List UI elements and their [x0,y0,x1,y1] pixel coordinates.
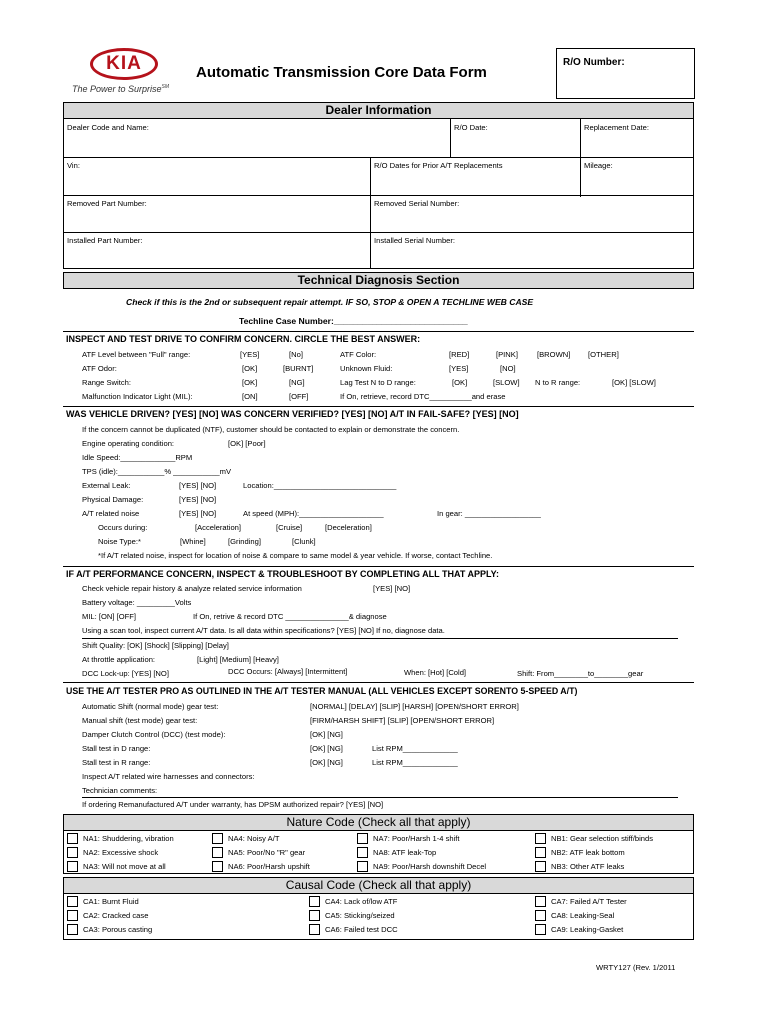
performance-heading: IF A/T PERFORMANCE CONCERN, INSPECT & TROUBLESHOOT BY COMPLETING ALL THAT APPLY: [66,569,500,579]
ca5-checkbox[interactable] [309,910,320,921]
ro-date-field[interactable]: R/O Date: [454,123,488,132]
atf-level-label: ATF Level between "Full" range: [82,350,191,359]
atf-odor-ok[interactable]: [OK] [242,364,258,373]
noise-note: *If A/T related noise, inspect for location of noise & compare to same model & year vehicle. If worse, contact Techline. [98,551,493,560]
dealer-code-field[interactable]: Dealer Code and Name: [67,123,149,132]
nb2-checkbox[interactable] [535,847,546,858]
unknown-fluid-yes[interactable]: [YES] [449,364,469,373]
atf-level-no[interactable]: [No] [289,350,303,359]
mil-performance[interactable]: MIL: [ON] [OFF] [82,612,137,621]
ca1-label: CA1: Burnt Fluid [83,897,139,906]
form-id: WRTY127 (Rev. 1/2011 [596,963,676,972]
mil-on[interactable]: [ON] [242,392,258,401]
nb3-label: NB3: Other ATF leaks [551,862,625,871]
ca3-label: CA3: Porous casting [83,925,153,934]
replacement-date-field[interactable]: Replacement Date: [584,123,650,132]
mil-dtc[interactable]: If On, retrive & record DTC _______________& diagnose [193,612,387,621]
ext-leak-options[interactable]: [YES] [NO] [179,481,217,490]
dcc-when[interactable]: When: [Hot] [Cold] [404,668,467,677]
scan-tool-check[interactable]: Using a scan tool, inspect current A/T data. Is all data within specifications? [YES] [NO] If no, diagnose data. [82,626,445,635]
occurs-acceleration[interactable]: [Acceleration] [195,523,242,532]
unknown-fluid-label: Unknown Fluid: [340,364,393,373]
tps-idle[interactable]: TPS (idle):___________% ___________mV [82,467,232,476]
removed-part-field[interactable]: Removed Part Number: [67,199,147,208]
tech-diagnosis-heading: Technical Diagnosis Section [63,272,694,289]
dcc-shift[interactable]: Shift: From________to________gear [517,669,644,678]
kia-logo [90,48,158,80]
causal-code-grid [63,894,694,940]
ca7-checkbox[interactable] [535,896,546,907]
lag-test-label: Lag Test N to D range: [340,378,416,387]
ca9-label: CA9: Leaking-Gasket [551,925,624,934]
nature-code-heading: Nature Code (Check all that apply) [63,814,694,831]
na5-checkbox[interactable] [212,847,223,858]
removed-serial-field[interactable]: Removed Serial Number: [374,199,460,208]
ca2-label: CA2: Cracked case [83,911,149,920]
tech-comments-line[interactable] [82,797,678,798]
check-history-options[interactable]: [YES] [NO] [373,584,411,593]
reman-authorization[interactable]: If ordering Remanufactured A/T under warranty, has DPSM authorized repair? [YES] [NO] [82,800,384,809]
na8-checkbox[interactable] [357,847,368,858]
tester-heading: USE THE A/T TESTER PRO AS OUTLINED IN THE A/T TESTER MANUAL (ALL VEHICLES EXCEPT SORENTO 5-SPEED A/T) [66,686,578,696]
noise-type-label: Noise Type:* [98,537,141,546]
causal-code-heading: Causal Code (Check all that apply) [63,877,694,894]
na8-label: NA8: ATF leak-Top [373,848,437,857]
ca9-checkbox[interactable] [535,924,546,935]
logo-text: KIA [106,53,142,74]
nb1-label: NB1: Gear selection stiff/binds [551,834,654,843]
noise-clunk[interactable]: [Clunk] [292,537,316,546]
ca7-label: CA7: Failed A/T Tester [551,897,627,906]
lag-test-ok[interactable]: [OK] [452,378,468,387]
manual-shift-label: Manual shift (test mode) gear test: [82,716,198,725]
engine-cond-options[interactable]: [OK] [Poor] [228,439,266,448]
atf-color-other[interactable]: [OTHER] [588,350,619,359]
occurs-deceleration[interactable]: [Deceleration] [325,523,372,532]
leak-location[interactable]: Location:_____________________________ [243,481,397,490]
shift-quality[interactable]: Shift Quality: [OK] [Shock] [Slipping] [Delay] [82,641,229,650]
occurs-during-label: Occurs during: [98,523,148,532]
ca4-checkbox[interactable] [309,896,320,907]
na1-checkbox[interactable] [67,833,78,844]
inspect-wire: Inspect A/T related wire harnesses and connectors: [82,772,255,781]
na7-checkbox[interactable] [357,833,368,844]
ca5-label: CA5: Sticking/seized [325,911,395,920]
damper-label: Damper Clutch Control (DCC) (test mode): [82,730,226,739]
check-history-label: Check vehicle repair history & analyze related service information [82,584,302,593]
range-switch-label: Range Switch: [82,378,131,387]
atf-odor-burnt[interactable]: [BURNT] [283,364,314,373]
was-driven-heading: WAS VEHICLE DRIVEN? [YES] [NO] WAS CONCERN VERIFIED? [YES] [NO] A/T IN FAIL-SAFE? [YES] [NO] [66,409,519,419]
techline-case-number[interactable]: Techline Case Number:____________________________ [239,316,468,326]
engine-cond-label: Engine operating condition: [82,439,175,448]
phys-damage-label: Physical Damage: [82,495,144,504]
ca2-checkbox[interactable] [67,910,78,921]
battery-voltage[interactable]: Battery voltage: _________Volts [82,598,192,607]
tech-comments-label: Technician comments: [82,786,158,795]
at-throttle-label: At throttle application: [82,655,156,664]
dealer-info-heading: Dealer Information [63,102,694,119]
na4-checkbox[interactable] [212,833,223,844]
ro-number-label: R/O Number: [563,57,625,68]
vin-field[interactable]: Vin: [67,161,80,170]
nature-code-grid [63,831,694,874]
atf-odor-label: ATF Odor: [82,364,117,373]
na6-label: NA6: Poor/Harsh upshift [228,862,310,871]
lag-test-slow[interactable]: [SLOW] [493,378,520,387]
na2-checkbox[interactable] [67,847,78,858]
range-switch-ok[interactable]: [OK] [242,378,258,387]
ca6-checkbox[interactable] [309,924,320,935]
inspect-heading: INSPECT AND TEST DRIVE TO CONFIRM CONCERN. CIRCLE THE BEST ANSWER: [66,334,421,344]
manual-shift-options[interactable]: [FIRM/HARSH SHIFT] [SLIP] [OPEN/SHORT ERROR] [310,716,495,725]
installed-part-field[interactable]: Installed Part Number: [67,236,143,245]
na9-label: NA9: Poor/Harsh downshift Decel [373,862,487,871]
prior-ro-field[interactable]: R/O Dates for Prior A/T Replacements [374,161,503,170]
atf-color-brown[interactable]: [BROWN] [537,350,571,359]
ca6-label: CA6: Failed test DCC [325,925,398,934]
stall-d-options[interactable]: [OK] [NG] [310,744,343,753]
auto-shift-options[interactable]: [NORMAL] [DELAY] [SLIP] [HARSH] [OPEN/SHORT ERROR] [310,702,519,711]
noise-speed[interactable]: At speed (MPH):____________________ [243,509,384,518]
na3-label: NA3: Will not move at all [83,862,166,871]
nb1-checkbox[interactable] [535,833,546,844]
range-switch-ng[interactable]: [NG] [289,378,305,387]
ca8-label: CA8: Leaking-Seal [551,911,615,920]
atf-level-yes[interactable]: [YES] [240,350,260,359]
mil-off[interactable]: [OFF] [289,392,309,401]
stall-d-label: Stall test in D range: [82,744,151,753]
form-title: Automatic Transmission Core Data Form [196,64,487,81]
installed-serial-field[interactable]: Installed Serial Number: [374,236,456,245]
repeat-repair-notice: Check if this is the 2nd or subsequent repair attempt. IF SO, STOP & OPEN A TECHLINE WEB CASE [126,297,534,307]
dcc-lockup[interactable]: DCC Lock-up: [YES] [NO] [82,669,169,678]
na2-label: NA2: Excessive shock [83,848,159,857]
nb3-checkbox[interactable] [535,861,546,872]
dtc-record[interactable]: If On, retrieve, record DTC__________and erase [340,392,506,401]
auto-shift-label: Automatic Shift (normal mode) gear test: [82,702,219,711]
ca4-label: CA4: Lack of/low ATF [325,897,398,906]
ca8-checkbox[interactable] [535,910,546,921]
nb2-label: NB2: ATF leak bottom [551,848,625,857]
na9-checkbox[interactable] [357,861,368,872]
at-noise-label: A/T related noise [82,509,140,518]
unknown-fluid-no[interactable]: [NO] [500,364,516,373]
at-noise-options[interactable]: [YES] [NO] [179,509,217,518]
atf-color-red[interactable]: [RED] [449,350,470,359]
idle-speed[interactable]: Idle Speed:_____________RPM [82,453,193,462]
ca3-checkbox[interactable] [67,924,78,935]
dcc-occurs[interactable]: DCC Occurs: [Always] [Intermittent] [228,667,348,676]
mileage-field[interactable]: Mileage: [584,161,613,170]
n-to-r-label: N to R range: [535,378,581,387]
na3-checkbox[interactable] [67,861,78,872]
stall-r-rpm[interactable]: List RPM_____________ [372,758,458,767]
ext-leak-label: External Leak: [82,481,131,490]
mil-label: Malfunction Indicator Light (MIL): [82,392,193,401]
noise-whine[interactable]: [Whine] [180,537,206,546]
stall-d-rpm[interactable]: List RPM_____________ [372,744,458,753]
noise-grinding[interactable]: [Grinding] [228,537,261,546]
stall-r-options[interactable]: [OK] [NG] [310,758,343,767]
atf-color-label: ATF Color: [340,350,377,359]
ca1-checkbox[interactable] [67,896,78,907]
phys-damage-options[interactable]: [YES] [NO] [179,495,217,504]
ntf-note: If the concern cannot be duplicated (NTF), customer should be contacted to explain or demonstrate the concern. [82,425,460,434]
na6-checkbox[interactable] [212,861,223,872]
damper-options[interactable]: [OK] [NG] [310,730,343,739]
na7-label: NA7: Poor/Harsh 1-4 shift [373,834,460,843]
ro-number-box[interactable] [556,48,695,99]
at-throttle-options[interactable]: [Light] [Medium] [Heavy] [197,655,279,664]
na5-label: NA5: Poor/No "R" gear [228,848,306,857]
n-to-r-options[interactable]: [OK] [SLOW] [612,378,656,387]
occurs-cruise[interactable]: [Cruise] [276,523,303,532]
tagline: The Power to Surprise℠ [72,84,170,94]
dealer-info-grid [63,119,694,269]
na4-label: NA4: Noisy A/T [228,834,280,843]
atf-color-pink[interactable]: [PINK] [496,350,518,359]
noise-gear[interactable]: In gear: __________________ [437,509,541,518]
stall-r-label: Stall test in R range: [82,758,151,767]
na1-label: NA1: Shuddering, vibration [83,834,174,843]
